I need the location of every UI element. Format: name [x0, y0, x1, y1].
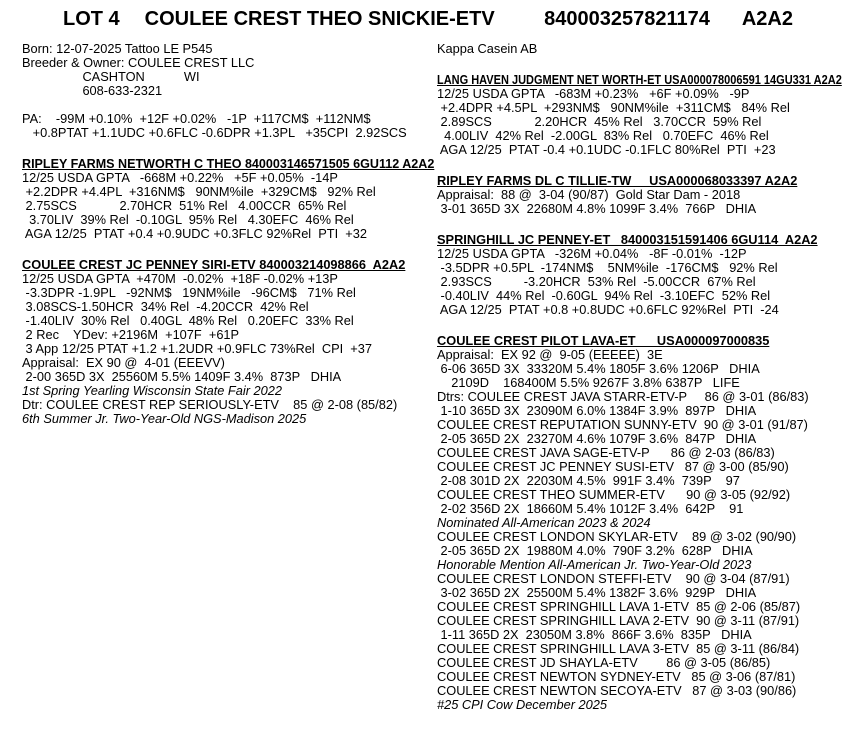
pedigree-line: +2.4DPR +4.5PL +293NM$ 90NM%ile +311CM$ 84% Rel [437, 100, 790, 115]
pedigree-section [22, 157, 434, 241]
animal-heading-line [437, 174, 842, 188]
show-note-line: 6th Summer Jr. Two-Year-Old NGS-Madison 2025 [22, 411, 307, 426]
pedigree-line: 3.70LIV 39% Rel -0.10GL 95% Rel 4.30EFC 46% Rel [22, 212, 354, 227]
animal-heading-line [437, 233, 842, 247]
animal-name: COULEE CREST THEO SNICKIE-ETV [144, 8, 495, 30]
animal-heading-line [22, 258, 434, 272]
pedigree-line: 608-633-2321 [22, 83, 163, 98]
pedigree-line: COULEE CREST SPRINGHILL LAVA 3-ETV 85 @ 3-11 (86/84) [437, 641, 800, 656]
pedigree-line: 12/25 USDA GPTA -683M +0.23% +6F +0.09% -9P [437, 86, 750, 101]
animal-heading: COULEE CREST JC PENNEY SIRI-ETV 840003214098866 A2A2 [22, 257, 406, 272]
pedigree-line: COULEE CREST SPRINGHILL LAVA 2-ETV 90 @ 3-11 (87/91) [437, 613, 800, 628]
pedigree-line: Appraisal: 88 @ 3-04 (90/87) Gold Star Dam - 2018 [437, 187, 741, 202]
pedigree-line: 3.08SCS-1.50HCR 34% Rel -4.20CCR 42% Rel [22, 299, 309, 314]
pedigree-line: 12/25 USDA GPTA +470M -0.02% +18F -0.02% +13P [22, 271, 338, 286]
show-note-line: 1st Spring Yearling Wisconsin State Fair 2022 [22, 383, 282, 398]
pedigree-line: 12/25 USDA GPTA -668M +0.22% +5F +0.05% -14P [22, 170, 338, 185]
pedigree-line: Appraisal: EX 92 @ 9-05 (EEEEE) 3E [437, 347, 663, 362]
show-note-line: Nominated All-American 2023 & 2024 [437, 515, 651, 530]
pedigree-line: +2.2DPR +4.4PL +316NM$ 90NM%ile +329CM$ 92% Rel [22, 184, 376, 199]
pedigree-line: -0.40LIV 44% Rel -0.60GL 94% Rel -3.10EFC 52% Rel [437, 288, 771, 303]
pedigree-line: COULEE CREST LONDON STEFFI-ETV 90 @ 3-04 (87/91) [437, 571, 790, 586]
pedigree-line: 2-08 301D 2X 22030M 4.5% 991F 3.4% 739P 97 [437, 473, 740, 488]
parent-average-block [22, 112, 434, 140]
pedigree-line: 2-02 356D 2X 18660M 5.4% 1012F 3.4% 642P 91 [437, 501, 744, 516]
pedigree-section [437, 174, 842, 216]
kappa-casein-line: Kappa Casein AB [437, 41, 538, 56]
pedigree-line: 2-05 365D 2X 23270M 4.6% 1079F 3.6% 847P DHIA [437, 431, 757, 446]
show-note-line: Honorable Mention All-American Jr. Two-Year-Old 2023 [437, 557, 752, 572]
animal-heading: RIPLEY FARMS NETWORTH C THEO 840003146571505 6GU112 A2A2 [22, 156, 435, 171]
pedigree-line: +0.8PTAT +1.1UDC +0.6FLC -0.6DPR +1.3PL +35CPI 2.92SCS [22, 125, 407, 140]
pedigree-line: 2-00 365D 3X 25560M 5.5% 1409F 3.4% 873P DHIA [22, 369, 342, 384]
pedigree-line: 3-02 365D 2X 25500M 5.4% 1382F 3.6% 929P DHIA [437, 585, 757, 600]
pedigree-line: COULEE CREST NEWTON SYDNEY-ETV 85 @ 3-06 (87/81) [437, 669, 796, 684]
pedigree-line: 1-10 365D 3X 23090M 6.0% 1384F 3.9% 897P DHIA [437, 403, 757, 418]
pedigree-line: COULEE CREST JAVA SAGE-ETV-P 86 @ 2-03 (86/83) [437, 445, 775, 460]
animal-heading: SPRINGHILL JC PENNEY-ET 840003151591406 6GU114 A2A2 [437, 232, 818, 247]
registration-number: 840003257821174 [544, 8, 710, 30]
right-pedigree-sections [437, 73, 842, 712]
pedigree-line: 3-01 365D 3X 22680M 4.8% 1099F 3.4% 766P DHIA [437, 201, 757, 216]
pedigree-line: COULEE CREST SPRINGHILL LAVA 1-ETV 85 @ 2-06 (85/87) [437, 599, 801, 614]
animal-heading: RIPLEY FARMS DL C TILLIE-TW USA000068033397 A2A2 [437, 173, 798, 188]
pedigree-line: 6-06 365D 3X 33320M 5.4% 1805F 3.6% 1206P DHIA [437, 361, 760, 376]
pedigree-line: COULEE CREST JC PENNEY SUSI-ETV 87 @ 3-00 (85/90) [437, 459, 789, 474]
pedigree-line: 2.93SCS -3.20HCR 53% Rel -5.00CCR 67% Rel [437, 274, 756, 289]
pedigree-line: PA: -99M +0.10% +12F +0.02% -1P +117CM$ +112NM$ [22, 111, 371, 126]
pedigree-line: AGA 12/25 PTAT -0.4 +0.1UDC -0.1FLC 80%Rel PTI +23 [437, 142, 776, 157]
left-pedigree-sections [22, 157, 434, 426]
pedigree-section [437, 233, 842, 317]
pedigree-line: -1.40LIV 30% Rel 0.40GL 48% Rel 0.20EFC 33% Rel [22, 313, 354, 328]
pedigree-line: COULEE CREST NEWTON SECOYA-ETV 87 @ 3-03 (90/86) [437, 683, 797, 698]
animal-heading: LANG HAVEN JUDGMENT NET WORTH-ET USA000078006591 14GU331 A2A2 [437, 72, 842, 87]
pedigree-line: COULEE CREST THEO SUMMER-ETV 90 @ 3-05 (92/92) [437, 487, 791, 502]
animal-info-block [22, 42, 434, 98]
pedigree-line: Breeder & Owner: COULEE CREST LLC [22, 55, 255, 70]
pedigree-line: 2-05 365D 2X 19880M 4.0% 790F 3.2% 628P DHIA [437, 543, 753, 558]
pedigree-section [437, 73, 842, 157]
pedigree-line: 1-11 365D 2X 23050M 3.8% 866F 3.6% 835P DHIA [437, 627, 752, 642]
pedigree-line: Appraisal: EX 90 @ 4-01 (EEEVV) [22, 355, 225, 370]
lot-title-row [63, 8, 793, 31]
show-note-line: #25 CPI Cow December 2025 [437, 697, 608, 712]
beta-casein-type: A2A2 [741, 8, 793, 30]
pedigree-line: 3 App 12/25 PTAT +1.2 +1.2UDR +0.9FLC 73%Rel CPI +37 [22, 341, 372, 356]
pedigree-line: AGA 12/25 PTAT +0.8 +0.8UDC +0.6FLC 92%Rel PTI -24 [437, 302, 779, 317]
pedigree-line: COULEE CREST JD SHAYLA-ETV 86 @ 3-05 (86/85) [437, 655, 771, 670]
pedigree-line: -3.5DPR +0.5PL -174NM$ 5NM%ile -176CM$ 92% Rel [437, 260, 778, 275]
pedigree-line: Dtrs: COULEE CREST JAVA STARR-ETV-P 86 @ 3-01 (86/83) [437, 389, 809, 404]
right-column [437, 42, 842, 712]
animal-heading: COULEE CREST PILOT LAVA-ET USA000097000835 [437, 333, 770, 348]
pedigree-line: COULEE CREST REPUTATION SUNNY-ETV 90 @ 3-01 (91/87) [437, 417, 808, 432]
pedigree-line: 2 Rec YDev: +2196M +107F +61P [22, 327, 240, 342]
left-column [22, 42, 434, 426]
pedigree-line: 2109D 168400M 5.5% 9267F 3.8% 6387P LIFE [437, 375, 740, 390]
pedigree-line: 4.00LIV 42% Rel -2.00GL 83% Rel 0.70EFC 46% Rel [437, 128, 769, 143]
pedigree-line: Dtr: COULEE CREST REP SERIOUSLY-ETV 85 @ 2-08 (85/82) [22, 397, 398, 412]
animal-heading-line [437, 334, 842, 348]
pedigree-line: 2.75SCS 2.70HCR 51% Rel 4.00CCR 65% Rel [22, 198, 347, 213]
pedigree-line: AGA 12/25 PTAT +0.4 +0.9UDC +0.3FLC 92%Rel PTI +32 [22, 226, 367, 241]
animal-heading-line [437, 73, 842, 87]
pedigree-line: CASHTON WI [22, 69, 200, 84]
pedigree-line: 2.89SCS 2.20HCR 45% Rel 3.70CCR 59% Rel [437, 114, 762, 129]
pedigree-line: 12/25 USDA GPTA -326M +0.04% -8F -0.01% -12P [437, 246, 747, 261]
lot-number: LOT 4 [63, 8, 120, 30]
animal-heading-line [22, 157, 434, 171]
pedigree-line: COULEE CREST LONDON SKYLAR-ETV 89 @ 3-02 (90/90) [437, 529, 797, 544]
pedigree-line: -3.3DPR -1.9PL -92NM$ 19NM%ile -96CM$ 71% Rel [22, 285, 356, 300]
pedigree-section [22, 258, 434, 426]
pedigree-section [437, 334, 842, 712]
pedigree-line: Born: 12-07-2025 Tattoo LE P545 [22, 41, 213, 56]
